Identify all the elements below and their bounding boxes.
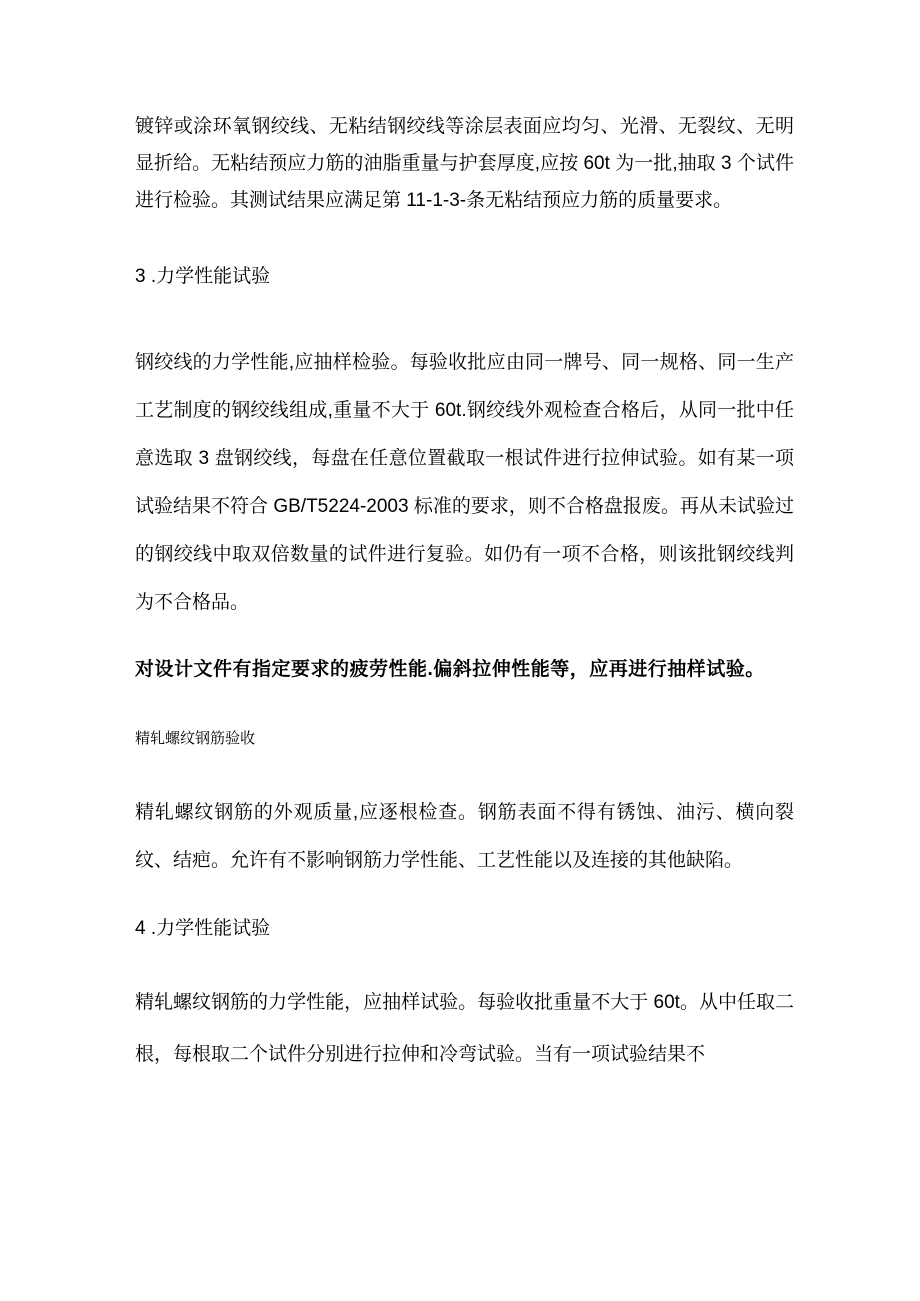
paragraph-rebar-appearance: 精轧螺纹钢筋的外观质量,应逐根检查。钢筋表面不得有锈蚀、油污、横向裂纹、结疤。允许有不影响钢筋力学性能、工艺性能以及连接的其他缺陷。	[135, 802, 794, 871]
paragraph-fatigue-requirement-bold: 对设计文件有指定要求的疲劳性能.偏斜拉伸性能等，应再进行抽样试验。	[135, 659, 765, 680]
paragraph-strand-mechanical-test: 钢绞线的力学性能,应抽样检验。每验收批应由同一牌号、同一规格、同一生产工艺制度的钢绞线组成,重量不大于 60t.钢绞线外观检查合格后，从同一批中任意选取 3 盘钢绞线，每盘在任意位置截取一根试件进行拉伸试验。如有某一项试验结果不符合 GB/T5224-2003 标准的要求，则不合格盘报废。再从未试验过的钢绞线中取双倍数量的试件进行复验。如仍有一项不合格，则该批钢绞线判为不合格品。	[135, 352, 794, 613]
heading-rebar-acceptance: 精轧螺纹钢筋验收	[135, 730, 256, 747]
heading-mechanical-test-4: 4 .力学性能试验	[135, 918, 271, 939]
heading-mechanical-test-3: 3 .力学性能试验	[135, 266, 271, 287]
paragraph-coating-inspection: 镀锌或涂环氧钢绞线、无粘结钢绞线等涂层表面应均匀、光滑、无裂纹、无明显折给。无粘结预应力筋的油脂重量与护套厚度,应按 60t 为一批,抽取 3 个试件进行检验。其测试结果应满足第 11-1-3-条无粘结预应力筋的质量要求。	[135, 116, 794, 211]
paragraph-rebar-mechanical-test: 精轧螺纹钢筋的力学性能，应抽样试验。每验收批重量不大于 60t。从中任取二根，每根取二个试件分别进行拉伸和冷弯试验。当有一项试验结果不	[135, 992, 794, 1065]
